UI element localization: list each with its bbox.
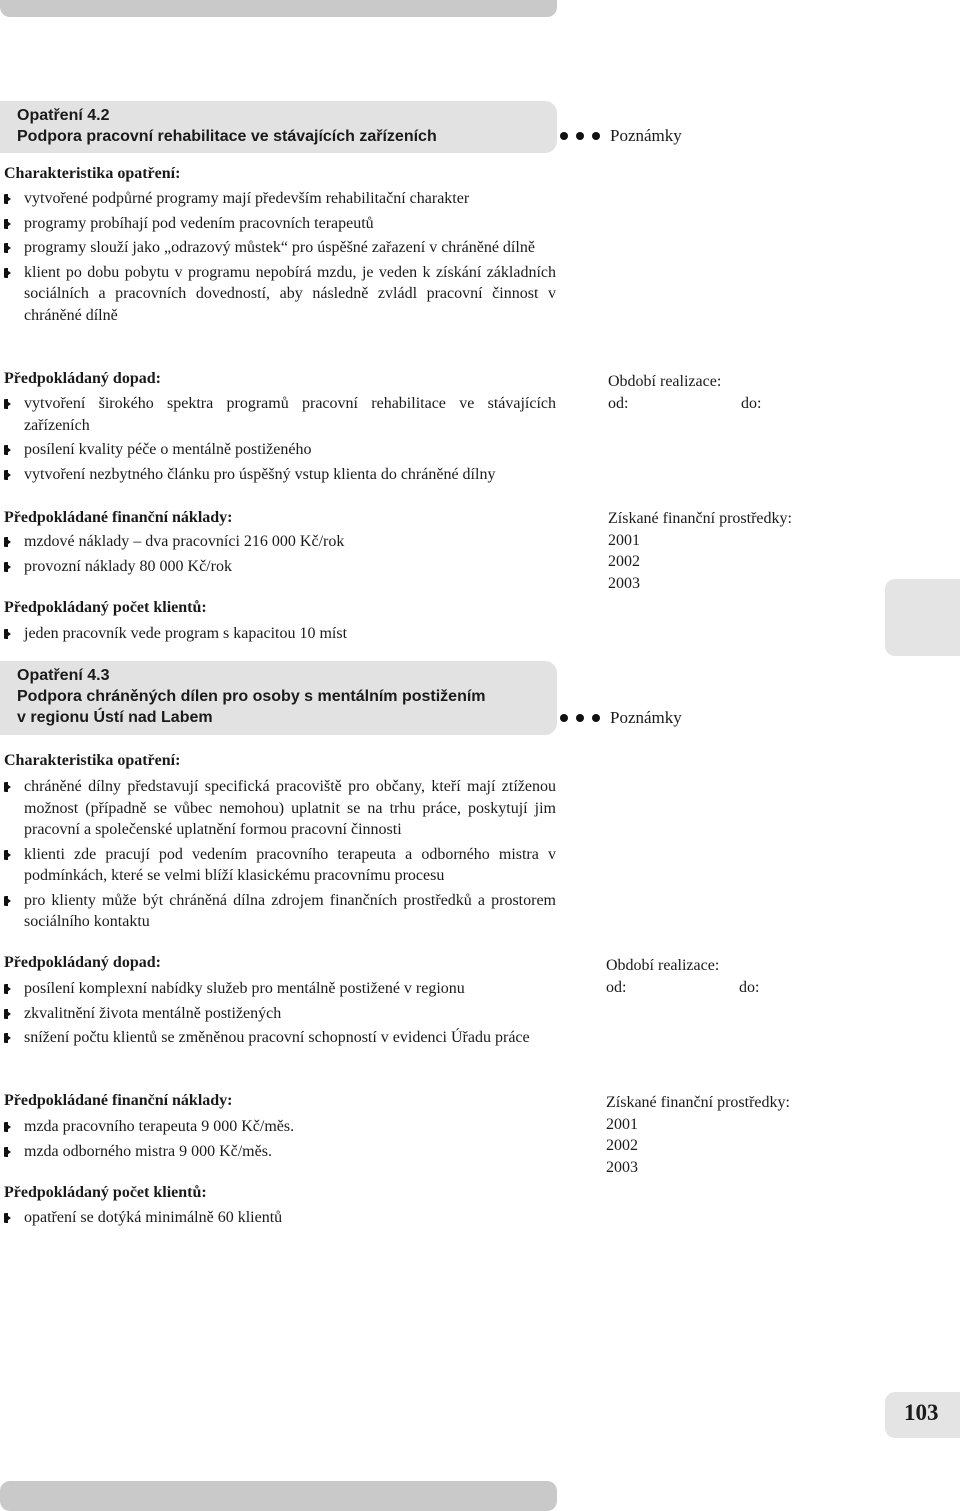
costs-title: Předpokládané finanční náklady: (4, 1092, 233, 1109)
list-item: mzda odborného mistra 9 000 Kč/měs. (4, 1141, 556, 1163)
clients-list (4, 623, 556, 648)
bullet-icon (4, 194, 11, 204)
bullet-icon (4, 445, 11, 455)
impact-list (4, 978, 556, 1052)
list-item: provozní náklady 80 000 Kč/rok (4, 556, 556, 578)
measure-heading (0, 661, 557, 735)
clients-title: Předpokládaný počet klientů: (4, 599, 207, 616)
bullet-icon (4, 1147, 11, 1157)
side-tab-marker (885, 579, 960, 656)
bullet-icon (4, 629, 11, 639)
bullet-icon (4, 1122, 11, 1132)
list-item: posílení kvality péče o mentálně postiženého (4, 439, 556, 461)
year: 2003 (608, 574, 640, 592)
period-block (606, 955, 759, 998)
characteristics-title: Charakteristika opatření: (4, 165, 181, 182)
impact-title: Předpokládaný dopad: (4, 370, 161, 387)
measure-title-line-2: v regionu Ústí nad Labem (17, 709, 213, 726)
list-item: vytvořené podpůrné programy mají především rehabilitační charakter (4, 188, 556, 210)
measure-number: Opatření 4.3 (17, 667, 110, 684)
list-item: opatření se dotýká minimálně 60 klientů (4, 1207, 556, 1229)
page-number-box (885, 1392, 960, 1438)
bullet-icon (4, 1213, 11, 1223)
funds-block (608, 508, 792, 594)
funds-block (606, 1092, 790, 1178)
bullet-icon (4, 243, 11, 253)
list-item: mzdové náklady – dva pracovníci 216 000 Kč/rok (4, 531, 556, 553)
characteristics-list (4, 188, 556, 329)
measure-heading (0, 101, 557, 153)
period-label: Období realizace: (606, 957, 720, 974)
impact-list (4, 393, 556, 488)
list-item: programy probíhají pod vedením pracovních terapeutů (4, 213, 556, 235)
year: 2003 (606, 1158, 638, 1176)
year: 2002 (606, 1137, 638, 1154)
measure-title: Podpora chráněných dílen pro osoby s mentálním postižením (17, 688, 486, 705)
costs-list (4, 531, 556, 580)
page-number: 103 (904, 1400, 939, 1425)
list-item: mzda pracovního terapeuta 9 000 Kč/měs. (4, 1116, 556, 1138)
bullet-dots-icon (560, 714, 600, 722)
list-item: programy slouží jako „odrazový můstek“ pro úspěšné zařazení v chráněné dílně (4, 237, 556, 259)
bullet-icon (4, 268, 11, 278)
period-from: od: (608, 394, 629, 412)
clients-title: Předpokládaný počet klientů: (4, 1184, 207, 1201)
notes-header (560, 708, 682, 728)
bullet-icon (4, 984, 11, 994)
bottom-decorative-bar (0, 1481, 557, 1511)
bullet-icon (4, 782, 11, 792)
list-item: jeden pracovník vede program s kapacitou 10 míst (4, 623, 556, 645)
bullet-dots-icon (560, 132, 600, 140)
list-item: vytvoření nezbytného článku pro úspěšný vstup klienta do chráněné dílny (4, 464, 556, 486)
notes-header (560, 126, 682, 146)
measure-number: Opatření 4.2 (17, 107, 110, 124)
characteristics-list (4, 776, 556, 936)
funds-label: Získané finanční prostředky: (608, 510, 792, 527)
costs-list (4, 1116, 556, 1165)
bullet-icon (4, 537, 11, 547)
period-to: do: (739, 978, 760, 996)
impact-title: Předpokládaný dopad: (4, 954, 161, 971)
top-decorative-bar (0, 0, 557, 17)
notes-label: Poznámky (610, 708, 682, 727)
clients-list (4, 1207, 556, 1232)
bullet-icon (4, 896, 11, 906)
list-item: snížení počtu klientů se změněnou pracovní schopností v evidenci Úřadu práce (4, 1027, 556, 1049)
list-item: zkvalitnění života mentálně postižených (4, 1003, 556, 1025)
funds-label: Získané finanční prostředky: (606, 1094, 790, 1111)
list-item: klienti zde pracují pod vedením pracovního terapeuta a odborného mistra v podmínkách, které se velmi blíží klasickému pracovnímu procesu (4, 844, 556, 887)
measure-title: Podpora pracovní rehabilitace ve stávajících zařízeních (17, 128, 437, 145)
bullet-icon (4, 1033, 11, 1043)
bullet-icon (4, 470, 11, 480)
bullet-icon (4, 399, 11, 409)
list-item: posílení komplexní nabídky služeb pro mentálně postižené v regionu (4, 978, 556, 1000)
bullet-icon (4, 219, 11, 229)
period-block (608, 371, 761, 414)
period-label: Období realizace: (608, 373, 722, 390)
list-item: chráněné dílny představují specifická pracoviště pro občany, kteří mají ztíženou možnost (případně se vůbec nemohou) uplatnit se na trhu práce, poskytují jim pracovní a společenské uplatnění formou pracovní činnosti (4, 776, 556, 841)
period-to: do: (741, 394, 762, 412)
list-item: pro klienty může být chráněná dílna zdrojem finančních prostředků a prostorem sociálního kontaktu (4, 890, 556, 933)
list-item: klient po dobu pobytu v programu nepobírá mzdu, je veden k získání základních sociálních a pracovních dovedností, aby následně zvládl pracovní činnost v chráněné dílně (4, 262, 556, 327)
costs-title: Předpokládané finanční náklady: (4, 509, 233, 526)
year: 2002 (608, 553, 640, 570)
bullet-icon (4, 562, 11, 572)
year: 2001 (608, 531, 640, 549)
characteristics-title: Charakteristika opatření: (4, 752, 181, 769)
period-from: od: (606, 978, 627, 996)
notes-label: Poznámky (610, 126, 682, 145)
year: 2001 (606, 1115, 638, 1133)
bullet-icon (4, 1009, 11, 1019)
list-item: vytvoření širokého spektra programů pracovní rehabilitace ve stávajících zařízeních (4, 393, 556, 436)
bullet-icon (4, 850, 11, 860)
